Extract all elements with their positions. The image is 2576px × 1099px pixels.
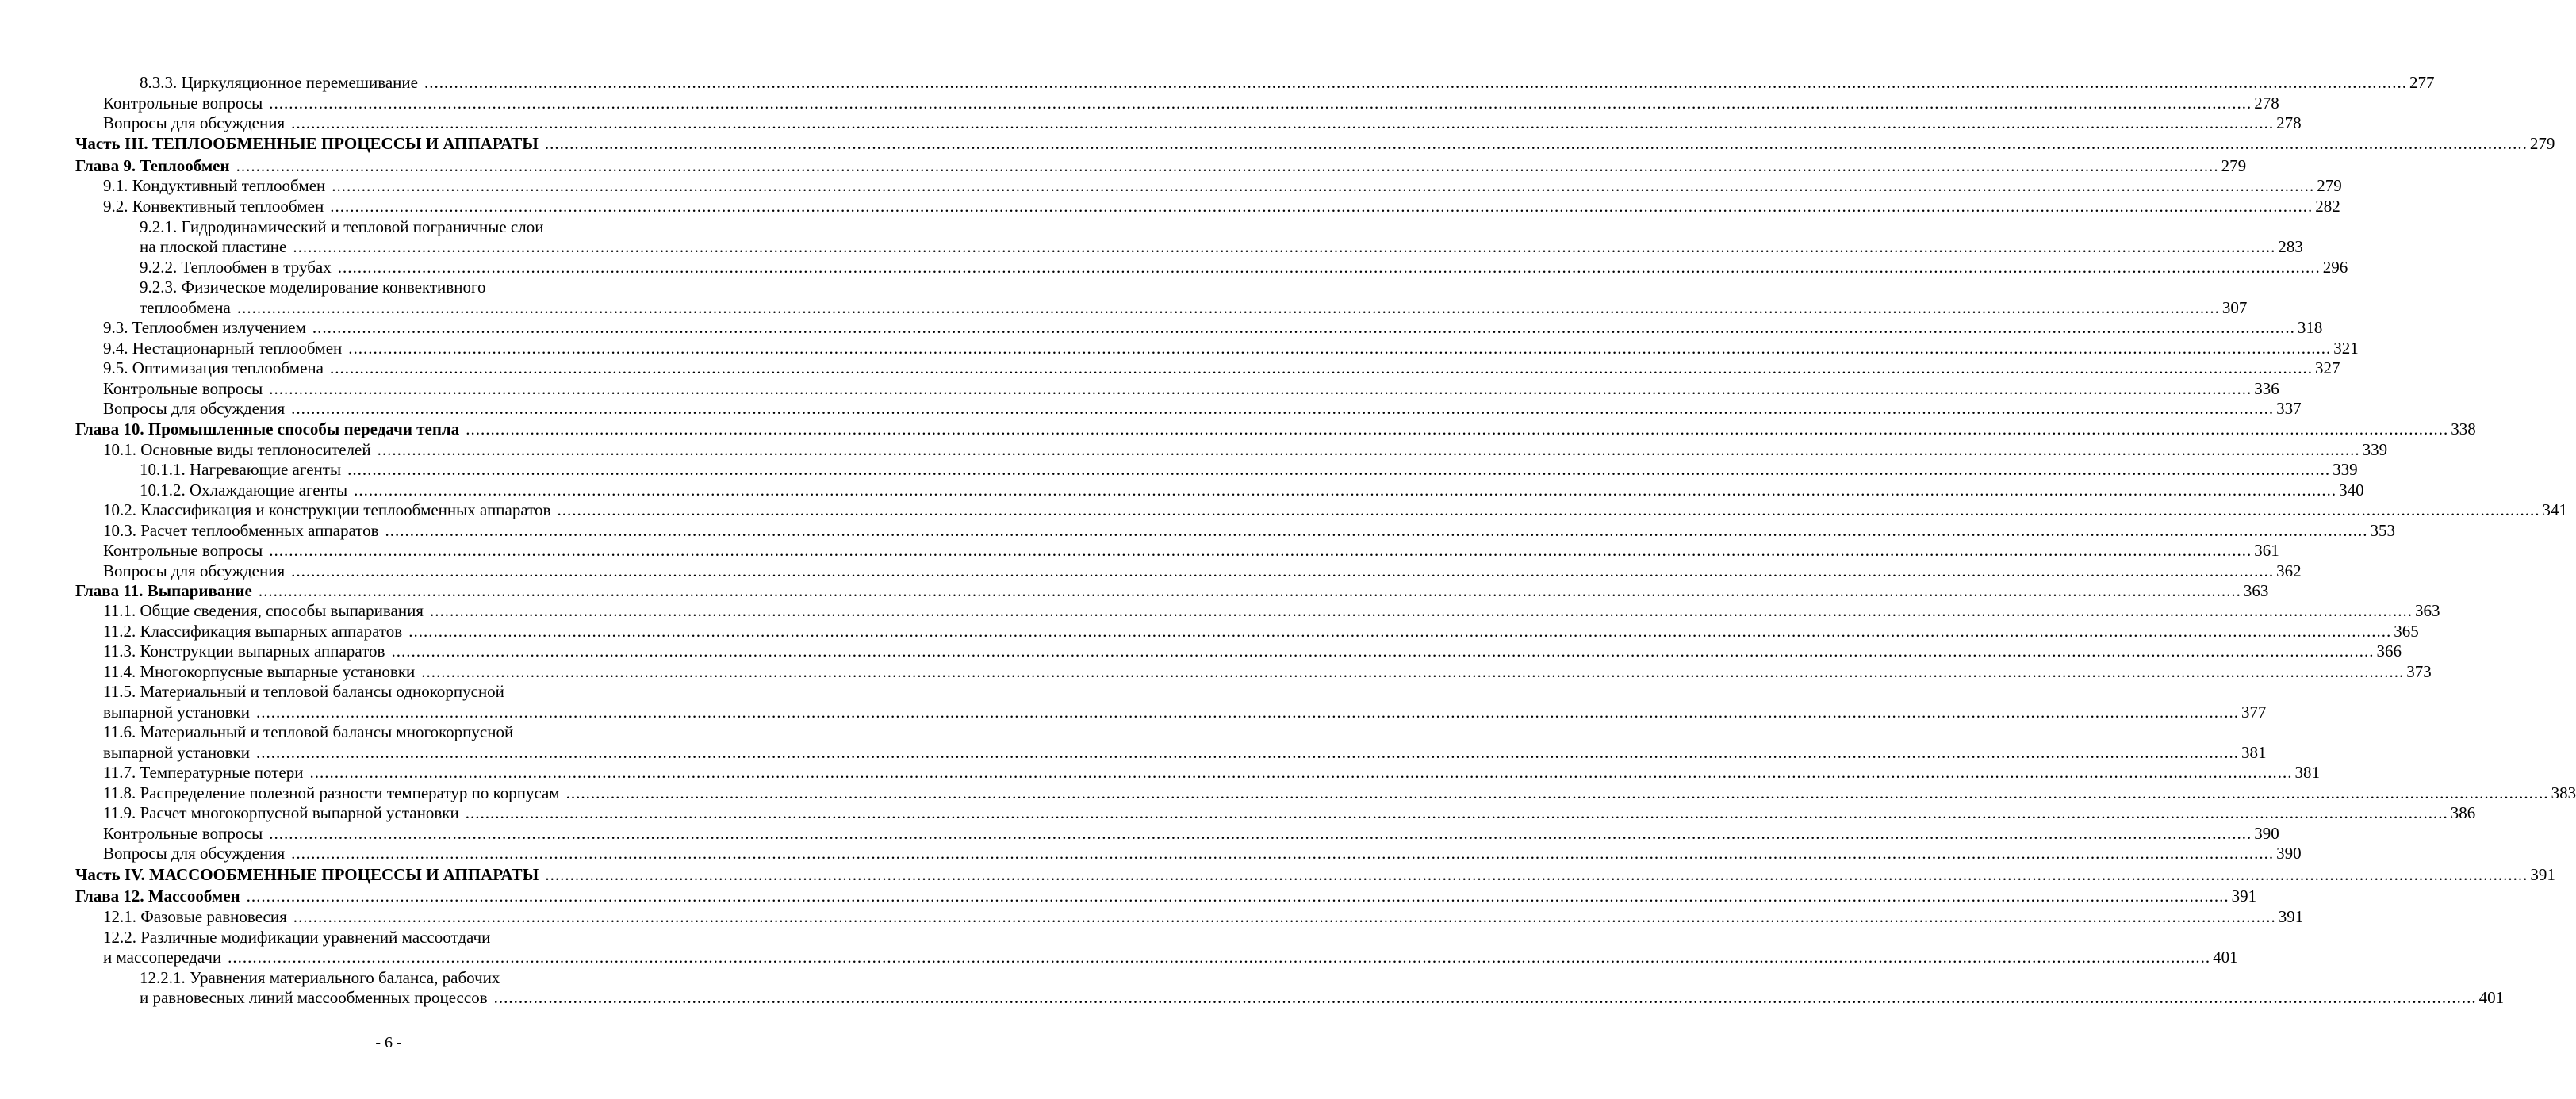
toc-entry-title: 11.6. Материальный и тепловой балансы многокорпусной xyxy=(103,722,514,741)
toc-entry-title: Вопросы для обсуждения xyxy=(103,561,286,580)
dot-leader: ................................................................................................................................................................................................................................................................................................................................................................................................................ xyxy=(291,399,2275,418)
toc-entry[interactable] xyxy=(103,928,703,948)
toc-entry[interactable] xyxy=(103,561,2302,581)
toc-entry-page: 383 xyxy=(2551,783,2576,802)
toc-entry-page: 279 xyxy=(2221,156,2247,175)
toc-entry-page: 353 xyxy=(2370,521,2396,540)
dot-leader: ................................................................................................................................................................................................................................................................................................................................................................................................................ xyxy=(255,743,2239,762)
toc-entry-page: 341 xyxy=(2542,500,2567,519)
toc-entry-page: 381 xyxy=(2294,763,2320,782)
dot-leader: ................................................................................................................................................................................................................................................................................................................................................................................................................ xyxy=(354,481,2337,500)
toc-entry[interactable] xyxy=(103,500,2567,520)
dot-leader: ................................................................................................................................................................................................................................................................................................................................................................................................................ xyxy=(391,641,2375,661)
dot-leader: ................................................................................................................................................................................................................................................................................................................................................................................................................ xyxy=(385,521,2368,540)
toc-entry-title: 10.1. Основные виды теплоносителей xyxy=(103,440,371,459)
toc-entry-title: Вопросы для обсуждения xyxy=(103,844,286,863)
toc-entry-title: Вопросы для обсуждения xyxy=(103,399,286,418)
dot-leader: ................................................................................................................................................................................................................................................................................................................................................................................................................ xyxy=(269,94,2252,113)
toc-entry[interactable] xyxy=(140,258,2348,278)
toc-entry-title: 9.2.1. Гидродинамический и тепловой пограничные слои xyxy=(140,217,544,236)
dot-leader: ................................................................................................................................................................................................................................................................................................................................................................................................................ xyxy=(429,601,2413,620)
dot-leader: ................................................................................................................................................................................................................................................................................................................................................................................................................ xyxy=(269,379,2252,398)
toc-entry-title: Глава 9. Теплообмен xyxy=(75,156,230,175)
toc-entry-page: 377 xyxy=(2241,703,2267,722)
toc-entry[interactable] xyxy=(103,662,2432,682)
toc-entry-title: 9.4. Нестационарный теплообмен xyxy=(103,339,343,358)
toc-entry-title: 11.9. Расчет многокорпусной выпарной установки xyxy=(103,803,459,822)
toc-entry[interactable] xyxy=(103,318,2323,338)
toc-entry-title: 12.1. Фазовые равновесия xyxy=(103,907,287,926)
toc-entry-page: 277 xyxy=(2409,73,2435,92)
toc-entry-title: Контрольные вопросы xyxy=(103,824,263,843)
toc-entry-title: 9.2.3. Физическое моделирование конвективного xyxy=(140,278,486,297)
toc-entry-title: Вопросы для обсуждения xyxy=(103,113,286,132)
dot-leader: ................................................................................................................................................................................................................................................................................................................................................................................................................ xyxy=(293,907,2276,926)
dot-leader: ................................................................................................................................................................................................................................................................................................................................................................................................................ xyxy=(377,440,2360,459)
toc-entry[interactable] xyxy=(103,94,2279,113)
dot-leader: ................................................................................................................................................................................................................................................................................................................................................................................................................ xyxy=(236,298,2220,317)
dot-leader: ................................................................................................................................................................................................................................................................................................................................................................................................................ xyxy=(291,561,2275,580)
toc-entry[interactable] xyxy=(103,783,2576,803)
dot-leader: ................................................................................................................................................................................................................................................................................................................................................................................................................ xyxy=(228,948,2211,967)
toc-entry-page: 386 xyxy=(2450,803,2476,822)
dot-leader: ................................................................................................................................................................................................................................................................................................................................................................................................................ xyxy=(329,358,2313,377)
dot-leader: ................................................................................................................................................................................................................................................................................................................................................................................................................ xyxy=(421,662,2405,681)
toc-entry[interactable] xyxy=(140,481,2364,500)
toc-entry[interactable] xyxy=(103,176,2342,196)
toc-entry-title: 11.1. Общие сведения, способы выпаривания xyxy=(103,601,424,620)
toc-entry[interactable] xyxy=(103,641,2402,661)
toc-entry-page: 336 xyxy=(2254,379,2279,398)
toc-entry-page: 278 xyxy=(2254,94,2279,113)
toc-entry-page: 296 xyxy=(2322,258,2348,277)
dot-leader: ................................................................................................................................................................................................................................................................................................................................................................................................................ xyxy=(312,318,2295,337)
dot-leader: ................................................................................................................................................................................................................................................................................................................................................................................................................ xyxy=(348,339,2332,358)
toc-entry[interactable] xyxy=(75,886,2257,906)
toc-entry-title: 11.4. Многокорпусные выпарные установки xyxy=(103,662,416,681)
toc-entry-page: 318 xyxy=(2297,318,2323,337)
dot-leader: ................................................................................................................................................................................................................................................................................................................................................................................................................ xyxy=(545,865,2528,884)
toc-entry-title: 10.1.1. Нагревающие агенты xyxy=(140,460,342,479)
toc-entry-title: 10.1.2. Охлаждающие агенты xyxy=(140,481,348,500)
dot-leader: ................................................................................................................................................................................................................................................................................................................................................................................................................ xyxy=(255,703,2239,722)
toc-entry-title: и массопередачи xyxy=(103,948,222,967)
toc-entry[interactable] xyxy=(75,581,2269,601)
toc-entry-title: 12.2. Различные модификации уравнений массоотдачи xyxy=(103,928,491,947)
dot-leader: ................................................................................................................................................................................................................................................................................................................................................................................................................ xyxy=(408,622,2392,641)
toc-entry[interactable] xyxy=(103,722,703,742)
toc-entry-page: 362 xyxy=(2276,561,2302,580)
toc-entry-title: 10.2. Классификация и конструкции теплообменных аппаратов xyxy=(103,500,551,519)
toc-entry-page: 321 xyxy=(2333,339,2359,358)
toc-entry-page: 361 xyxy=(2254,541,2279,560)
toc-entry-page: 339 xyxy=(2362,440,2388,459)
toc-entry-title: 10.3. Расчет теплообменных аппаратов xyxy=(103,521,379,540)
dot-leader: ................................................................................................................................................................................................................................................................................................................................................................................................................ xyxy=(293,237,2276,256)
dot-leader: ................................................................................................................................................................................................................................................................................................................................................................................................................ xyxy=(330,197,2313,216)
toc-entry-page: 401 xyxy=(2478,988,2505,1007)
toc-entry-title: 9.3. Теплообмен излучением xyxy=(103,318,306,337)
toc-entry-title: 11.2. Классификация выпарных аппаратов xyxy=(103,622,403,641)
toc-entry-page: 366 xyxy=(2376,641,2402,661)
dot-leader: ................................................................................................................................................................................................................................................................................................................................................................................................................ xyxy=(269,824,2252,843)
toc-entry[interactable] xyxy=(140,73,2435,93)
toc-entry[interactable] xyxy=(103,399,2302,419)
toc-entry-title: Часть IV. МАССООБМЕННЫЕ ПРОЦЕССЫ И АППАРАТЫ xyxy=(75,865,539,884)
toc-entry-title: Контрольные вопросы xyxy=(103,541,263,560)
toc-entry[interactable] xyxy=(103,743,2267,763)
toc-entry-page: 363 xyxy=(2243,581,2269,600)
toc-entry-page: 390 xyxy=(2254,824,2279,843)
toc-entry[interactable] xyxy=(140,988,2505,1008)
dot-leader: ................................................................................................................................................................................................................................................................................................................................................................................................................ xyxy=(291,113,2275,132)
toc-entry-title: 11.3. Конструкции выпарных аппаратов xyxy=(103,641,385,661)
toc-entry-page: 338 xyxy=(2451,419,2476,438)
toc-entry[interactable] xyxy=(103,521,2396,541)
toc-entry-title: теплообмена xyxy=(140,298,231,317)
toc-entry[interactable] xyxy=(103,379,2279,399)
toc-entry[interactable] xyxy=(140,298,2248,318)
page-number: - 6 - xyxy=(375,1034,402,1051)
toc-entry-title: 11.5. Материальный и тепловой балансы однокорпусной xyxy=(103,682,504,701)
toc-entry-page: 401 xyxy=(2213,948,2238,967)
toc-entry[interactable] xyxy=(103,948,2238,967)
toc-entry[interactable] xyxy=(103,601,2440,621)
dot-leader: ................................................................................................................................................................................................................................................................................................................................................................................................................ xyxy=(424,73,2407,92)
dot-leader: ................................................................................................................................................................................................................................................................................................................................................................................................................ xyxy=(332,176,2315,195)
toc-entry-page: 381 xyxy=(2241,743,2267,762)
toc-entry[interactable] xyxy=(75,865,2555,885)
toc-entry[interactable] xyxy=(103,844,2302,864)
toc-entry-page: 363 xyxy=(2414,601,2440,620)
toc-entry-page: 391 xyxy=(2530,865,2555,884)
toc-entry-title: и равновесных линий массообменных процессов xyxy=(140,988,488,1007)
toc-entry-page: 373 xyxy=(2406,662,2432,681)
toc-entry-title: 11.7. Температурные потери xyxy=(103,763,304,782)
toc-entry-page: 279 xyxy=(2317,176,2342,195)
toc-entry-title: Контрольные вопросы xyxy=(103,379,263,398)
dot-leader: ................................................................................................................................................................................................................................................................................................................................................................................................................ xyxy=(466,419,2449,438)
toc-entry-page: 337 xyxy=(2276,399,2302,418)
toc-entry[interactable] xyxy=(75,134,2555,154)
toc-entry[interactable] xyxy=(140,217,703,237)
toc-entry-title: 11.8. Распределение полезной разности температур по корпусам xyxy=(103,783,560,802)
toc-entry[interactable] xyxy=(103,440,2388,460)
toc-entry[interactable] xyxy=(75,156,2247,176)
toc-entry[interactable] xyxy=(103,803,2476,823)
dot-leader: ................................................................................................................................................................................................................................................................................................................................................................................................................ xyxy=(565,783,2549,802)
dot-leader: ................................................................................................................................................................................................................................................................................................................................................................................................................ xyxy=(465,803,2448,822)
dot-leader: ................................................................................................................................................................................................................................................................................................................................................................................................................ xyxy=(557,500,2540,519)
dot-leader: ................................................................................................................................................................................................................................................................................................................................................................................................................ xyxy=(291,844,2275,863)
dot-leader: ................................................................................................................................................................................................................................................................................................................................................................................................................ xyxy=(258,581,2241,600)
toc-entry-page: 339 xyxy=(2333,460,2358,479)
toc-entry-title: 9.2. Конвективный теплообмен xyxy=(103,197,324,216)
toc-entry-title: выпарной установки xyxy=(103,743,250,762)
dot-leader: ................................................................................................................................................................................................................................................................................................................................................................................................................ xyxy=(493,988,2477,1007)
toc-entry[interactable] xyxy=(103,113,2302,133)
toc-entry-title: Часть III. ТЕПЛООБМЕННЫЕ ПРОЦЕССЫ И АППАРАТЫ xyxy=(75,134,539,153)
toc-entry-page: 283 xyxy=(2278,237,2303,256)
toc-entry[interactable] xyxy=(103,541,2279,561)
toc-entry-page: 282 xyxy=(2315,197,2340,216)
toc-entry[interactable] xyxy=(103,907,2304,927)
toc-entry-title: Глава 11. Выпаривание xyxy=(75,581,252,600)
toc-entry[interactable] xyxy=(103,197,2340,216)
toc-entry[interactable] xyxy=(103,763,2320,783)
dot-leader: ................................................................................................................................................................................................................................................................................................................................................................................................................ xyxy=(337,258,2321,277)
toc-entry-page: 365 xyxy=(2394,622,2419,641)
toc-entry[interactable] xyxy=(103,824,2279,844)
toc-entry-page: 391 xyxy=(2278,907,2304,926)
toc-entry-page: 340 xyxy=(2339,481,2364,500)
toc-entry[interactable] xyxy=(140,237,2303,257)
toc-entry-title: 9.2.2. Теплообмен в трубах xyxy=(140,258,332,277)
toc-entry[interactable] xyxy=(103,703,2267,722)
toc-entry-title: Глава 12. Массообмен xyxy=(75,886,240,906)
toc-entry-page: 327 xyxy=(2314,358,2340,377)
toc-entry[interactable] xyxy=(103,622,2419,641)
toc-entry-title: выпарной установки xyxy=(103,703,250,722)
toc-entry-title: Глава 10. Промышленные способы передачи тепла xyxy=(75,419,460,438)
toc-entry-title: 9.5. Оптимизация теплообмена xyxy=(103,358,324,377)
toc-entry-page: 307 xyxy=(2221,298,2248,317)
dot-leader: ................................................................................................................................................................................................................................................................................................................................................................................................................ xyxy=(246,886,2229,906)
dot-leader: ................................................................................................................................................................................................................................................................................................................................................................................................................ xyxy=(236,156,2219,175)
toc-entry-title: 8.3.3. Циркуляционное перемешивание xyxy=(140,73,418,92)
toc-entry[interactable] xyxy=(103,682,703,702)
dot-leader: ................................................................................................................................................................................................................................................................................................................................................................................................................ xyxy=(544,134,2528,153)
toc-entry[interactable] xyxy=(75,419,2476,439)
toc-entry-title: Контрольные вопросы xyxy=(103,94,263,113)
toc-entry[interactable] xyxy=(140,968,703,988)
dot-leader: ................................................................................................................................................................................................................................................................................................................................................................................................................ xyxy=(269,541,2252,560)
toc-entry[interactable] xyxy=(140,278,703,297)
toc-entry[interactable] xyxy=(103,339,2359,358)
toc-entry-title: 12.2.1. Уравнения материального баланса, рабочих xyxy=(140,968,500,987)
toc-entry-title: на плоской пластине xyxy=(140,237,287,256)
toc-entry-page: 391 xyxy=(2231,886,2257,906)
toc-entry[interactable] xyxy=(103,358,2340,378)
dot-leader: ................................................................................................................................................................................................................................................................................................................................................................................................................ xyxy=(347,460,2331,479)
toc-entry-page: 279 xyxy=(2529,134,2555,153)
dot-leader: ................................................................................................................................................................................................................................................................................................................................................................................................................ xyxy=(309,763,2293,782)
toc-entry[interactable] xyxy=(140,460,2358,480)
toc-entry-page: 390 xyxy=(2276,844,2302,863)
toc-entry-title: 9.1. Кондуктивный теплообмен xyxy=(103,176,326,195)
toc-entry-page: 278 xyxy=(2276,113,2302,132)
